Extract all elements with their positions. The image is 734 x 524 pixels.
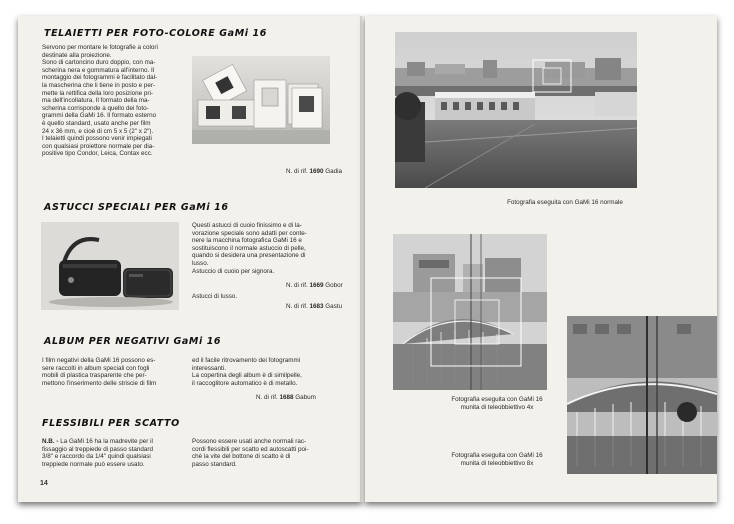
text-line: vorazione speciale sono adatti per conte-: [192, 229, 307, 237]
ref-telaietti: [286, 168, 342, 175]
heading-album: ALBUM PER NEGATIVI GaMi 16: [44, 336, 222, 347]
telaietti-text: [42, 44, 210, 158]
text-line: la mascherina che li tiene in posto e per-: [42, 81, 156, 89]
ref-number: 1669: [309, 282, 324, 289]
text-line: ma dell'incollatura. Il formato della ma-: [42, 97, 150, 105]
text-line: lusso.: [192, 259, 209, 267]
text-line: Astuccio di cuoio per signora.: [192, 267, 275, 275]
caption-normal: Fotografia eseguita con GaMi 16 normale: [507, 199, 623, 206]
caption-8x: [427, 452, 567, 468]
text-line: nere la macchina fotografica GaMi 16 e: [192, 237, 302, 245]
ref-number: 1683: [309, 303, 324, 310]
astucci-lusso-label: Astucci di lusso.: [192, 293, 238, 300]
ref-prefix: N. di rif.: [256, 394, 278, 401]
heading-astucci: ASTUCCI SPECIALI PER GaMi 16: [44, 202, 229, 213]
slide-mounts-illustration: [192, 56, 330, 144]
text-line: I telaietti quindi possono venir impiegati: [42, 135, 152, 143]
text-line: scherina nera e gommatura all'interno. Il: [42, 66, 155, 74]
text-line: passo standard.: [192, 460, 237, 468]
text-line: il raccoglitore automatico è di metallo.: [192, 379, 298, 387]
photo-city-8x: [567, 316, 717, 474]
city-8x-illustration: [567, 316, 717, 474]
text-line: ed il facile ritrovamento dei fotogrammi: [192, 357, 301, 364]
text-line: I film negativi della GaMi 16 possono es-: [42, 357, 156, 364]
ref-name: Gadia: [325, 168, 343, 175]
text-line: [42, 438, 200, 446]
text-line: interessanti.: [192, 364, 226, 372]
album-text-col1: [42, 357, 200, 387]
caption-line: munita di teleobbiettivo 8x: [460, 460, 534, 467]
text-line: mettono l'inserimento delle striscie di film: [42, 379, 157, 387]
caption-line: munita di teleobbiettivo 4x: [460, 404, 534, 411]
photo-city-4x: [393, 234, 547, 390]
text-line: con qualsiasi proiettore normale per dia-: [42, 142, 155, 150]
page-number: 14: [40, 480, 48, 487]
text-line: destinate alla proiezione.: [42, 51, 112, 59]
text-line: fissaggio al treppiede di passo standard: [42, 445, 153, 453]
ref-name: Gabum: [295, 394, 316, 401]
text-line: Possono essere usati anche normali rac-: [192, 438, 307, 445]
ref-prefix: N. di rif.: [286, 168, 308, 175]
text-line: sostituiscono il normale astuccio di pelle,: [192, 244, 306, 252]
ref-astucci-signora: [286, 282, 343, 289]
text-line: montaggio dei fotogrammi è facilitato dal-: [42, 74, 158, 82]
text-line: positive tipo Condor, Leica, Contax ecc.: [42, 150, 153, 158]
leather-cases-illustration: [41, 222, 179, 310]
text-line-first: La GaMi 16 ha la madrevite per il: [60, 438, 153, 445]
text-line: grammi della GaMi 16. Il formato esterno: [42, 112, 157, 120]
ref-album: [256, 394, 316, 401]
text-line: Servono per montare le fotografie a colori: [42, 44, 158, 51]
text-line: mette la rettifica della loro posizione pri-: [42, 89, 153, 97]
text-line: La copertina degli album è di similpelle,: [192, 372, 302, 380]
caption-4x: [427, 396, 567, 412]
text-line: cordi flessibili per scatto ed autoscatti poi-: [192, 445, 309, 453]
text-line: quando si desidera una presentazione di: [192, 252, 306, 260]
ref-prefix: N. di rif.: [286, 303, 308, 310]
ref-name: Gastu: [325, 303, 343, 310]
text-line: mobili di plastica trasparente che per-: [42, 372, 147, 380]
right-page: [365, 16, 717, 502]
text-line: treppiede normale può essere usato.: [42, 460, 145, 468]
heading-telaietti: TELAIETTI PER FOTO-COLORE GaMi 16: [44, 28, 267, 39]
album-text-col2: [192, 357, 356, 387]
city-normal-illustration: [395, 32, 637, 188]
photo-slide-mounts: [192, 56, 330, 144]
astucci-text: [192, 222, 356, 275]
caption-line: Fotografia eseguita con GaMi 16: [451, 396, 543, 403]
heading-flessibili: FLESSIBILI PER SCATTO: [42, 418, 180, 429]
photo-leather-cases: [41, 222, 179, 310]
nb-label: N.B. -: [42, 438, 59, 445]
text-line: sere raccolti in album speciali con fogli: [42, 364, 150, 372]
text-line: 24 x 36 mm, e cioè di cm 5 x 5 (2" x 2").: [42, 127, 154, 135]
ref-astucci-lusso: [286, 303, 342, 310]
text-line: Sono di cartoncino duro doppio, con ma-: [42, 59, 156, 67]
photo-city-normal: [395, 32, 637, 188]
text-line: è quello standard, usato anche per film: [42, 119, 151, 127]
text-line: Questi astucci di cuoio finissimo e di la-: [192, 222, 302, 229]
text-line: 3/8" e raccordo da 1/4" quindi qualsiasi: [42, 453, 151, 461]
flessibili-text-col2: [192, 438, 356, 468]
text-line: scherina corrisponde a quello dei foto-: [42, 104, 149, 112]
ref-prefix: N. di rif.: [286, 282, 308, 289]
city-4x-illustration: [393, 234, 547, 390]
text-line: chè la vite del bottone di scatto è di: [192, 453, 291, 461]
ref-number: 1690: [309, 168, 324, 175]
flessibili-text-col1: [42, 438, 200, 468]
ref-name: Gobor: [325, 282, 343, 289]
caption-line: Fotografia eseguita con GaMi 16: [451, 452, 543, 459]
ref-number: 1688: [279, 394, 294, 401]
left-page: [18, 16, 362, 502]
